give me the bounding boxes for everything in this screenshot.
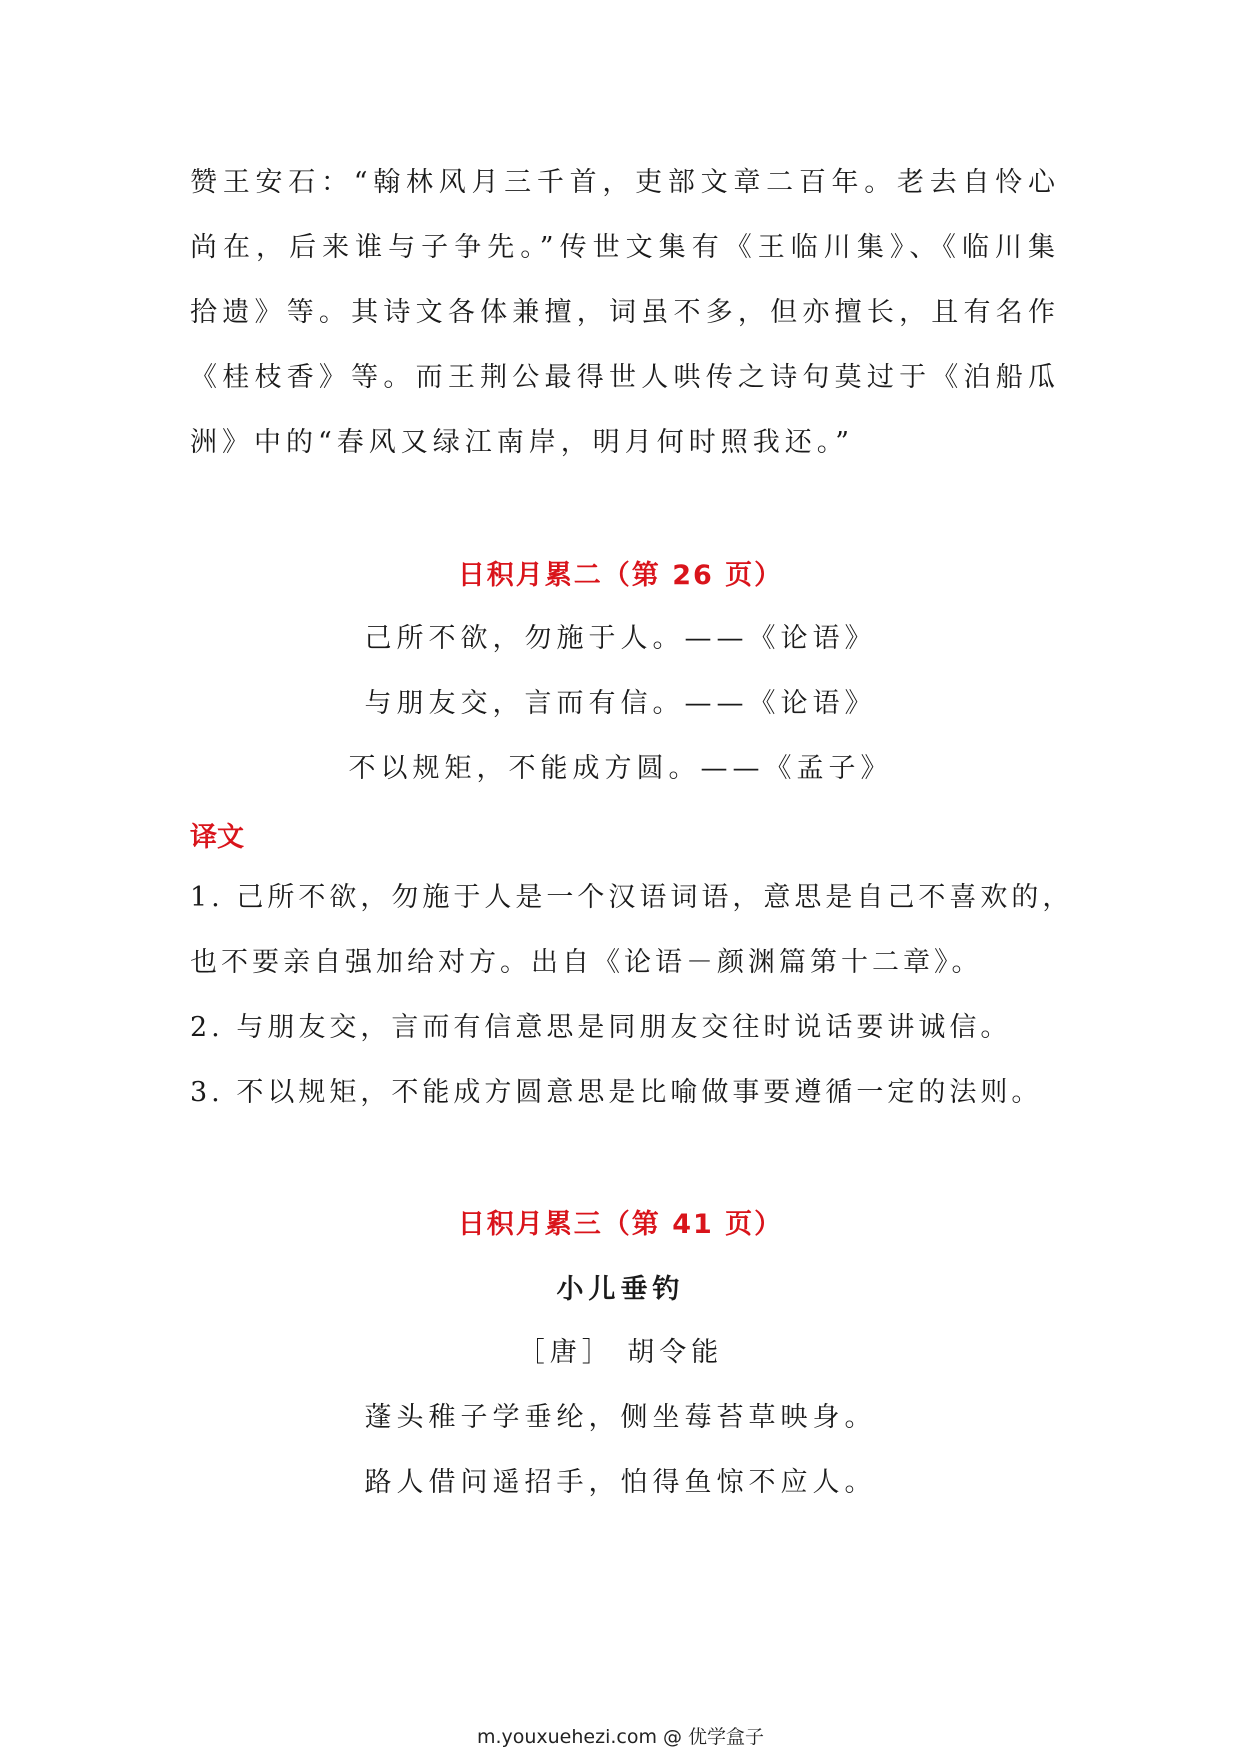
- translation-block: [190, 865, 1074, 1125]
- translation-line: 也不要亲自强加给对方。出自《论语－颜渊篇第十二章》。: [190, 947, 983, 978]
- poem-line: 路人借问遥招手，怕得鱼惊不应人。: [364, 1467, 877, 1498]
- poem-title: 小儿垂钓: [556, 1274, 685, 1305]
- section-heading-rijiyuelei-2: 日积月累二（第 26 页）: [457, 560, 784, 591]
- poem-line: 蓬头稚子学垂纶，侧坐莓苔草映身。: [364, 1402, 877, 1433]
- translation-line: 1. 己所不欲，勿施于人是一个汉语词语，意思是自己不喜欢的，: [190, 882, 1074, 913]
- section-heading-rijiyuelei-3: 日积月累三（第 41 页）: [457, 1209, 784, 1240]
- translation-label: 译文: [190, 822, 244, 853]
- footer-watermark: m.youxuehezi.com @ 优学盒子: [476, 1726, 765, 1748]
- quotes-block: [0, 606, 1241, 801]
- intro-text-block: [190, 150, 1060, 475]
- poem-block: [0, 1320, 1241, 1515]
- intro-paragraph: 赞王安石：“翰林风月三千首，吏部文章二百年。老去自怜心尚在，后来谁与子争先。”传世文集有《王临川集》、《临川集拾遗》等。其诗文各体兼擅，词虽不多，但亦擅长，且有名作《桂枝香》等。而王荆公最得世人哄传之诗句莫过于《泊船瓜洲》中的“春风又绿江南岸，明月何时照我还。”: [190, 167, 1060, 458]
- translation-line: 2. 与朋友交，言而有信意思是同朋友交往时说话要讲诚信。: [190, 1012, 1012, 1043]
- poem-author: ［唐］ 胡令能: [517, 1337, 724, 1368]
- quote-line: 不以规矩，不能成方圆。——《孟子》: [348, 753, 893, 784]
- quote-line: 己所不欲，勿施于人。——《论语》: [364, 623, 877, 654]
- quote-line: 与朋友交，言而有信。——《论语》: [364, 688, 877, 719]
- translation-line: 3. 不以规矩，不能成方圆意思是比喻做事要遵循一定的法则。: [190, 1077, 1043, 1108]
